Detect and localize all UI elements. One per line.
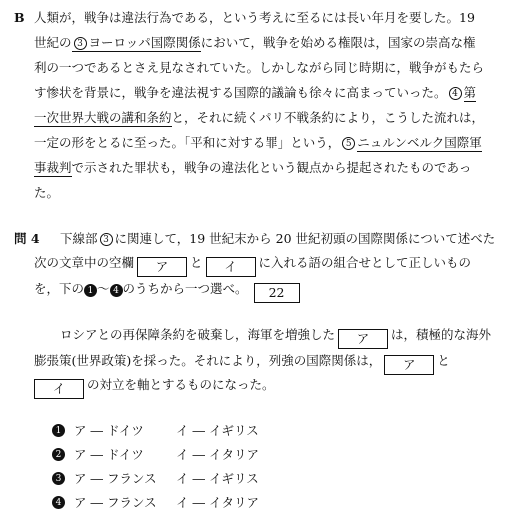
passage-line-4: す惨状を背景に，戦争を違法視する国際的議論も徐々に高まっていった。 4 第	[34, 85, 477, 100]
option-i: イ ― イギリス	[176, 423, 259, 438]
option-range-start: 1	[84, 284, 97, 297]
passage-line-1: 人類が，戦争は違法行為である，という考えに至るには長い年月を要した。19	[34, 10, 475, 25]
underline-3: 3 ヨーロッパ国際関係	[72, 35, 201, 52]
underline-5-start: ニュルンベルク国際軍	[357, 135, 482, 150]
question-line-1: 下線部 3 に関連して，19 世紀末から 20 世紀初頭の国際関係について述べた	[60, 231, 496, 246]
option-number: 4	[52, 496, 65, 509]
statement-line-1: ロシアとの再保障条約を破棄し，海軍を増強した ア は，積極的な海外	[60, 326, 491, 349]
answer-number-box: 22	[254, 283, 300, 303]
passage-line-2: 世紀の 3 ヨーロッパ国際関係において，戦争を始める権限は，国家の崇高な権	[34, 35, 476, 50]
marker-3-ref: 3	[100, 233, 113, 246]
option-i: イ ― イギリス	[176, 471, 259, 486]
question-line-3: を，下の 1 ～ 4 のうちから一つ選べ。 22	[34, 280, 303, 303]
underline-5: 事裁判	[34, 160, 72, 175]
blank-a: ア	[137, 257, 187, 277]
option-number: 3	[52, 472, 65, 485]
option-3[interactable]	[0, 469, 507, 487]
option-range-end: 4	[110, 284, 123, 297]
option-i: イ ― イタリア	[176, 495, 259, 510]
marker-4: 4	[449, 87, 462, 100]
passage-line-6: 一定の形をとるに至った。「平和に対する罪」という， 5 ニュルンベルク国際軍	[34, 135, 482, 150]
blank-i: イ	[206, 257, 256, 277]
option-1[interactable]	[0, 421, 507, 439]
statement-line-2: 膨張策(世界政策)を採った。それにより，列強の国際関係は， ア と	[34, 352, 450, 375]
blank-a-statement-2: ア	[384, 355, 434, 375]
passage-label: B	[14, 10, 25, 25]
passage-line-3: 利の一つであるとさえ見なされていた。しかしながら同じ時期に，戦争がもたら	[34, 60, 485, 75]
passage-line-8: た。	[34, 185, 60, 200]
option-number: 2	[52, 448, 65, 461]
blank-a-statement: ア	[338, 329, 388, 349]
option-a: ア ― フランス	[74, 471, 157, 486]
option-2[interactable]	[0, 445, 507, 463]
statement-line-3: イ の対立を軸とするものになった。	[34, 376, 275, 399]
question-label: 問 4	[14, 231, 40, 246]
option-4[interactable]	[0, 493, 507, 511]
option-i: イ ― イタリア	[176, 447, 259, 462]
option-a: ア ― フランス	[74, 495, 157, 510]
marker-5: 5	[342, 137, 355, 150]
question-line-2: 次の文章中の空欄 ア と イ に入れる語の組合せとして正しいもの	[34, 254, 471, 277]
underline-4-start: 第	[463, 85, 477, 100]
marker-3: 3	[74, 37, 87, 50]
underline-4: 一次世界大戦の講和条約	[34, 110, 172, 125]
blank-i-statement: イ	[34, 379, 84, 399]
option-a: ア ― ドイツ	[74, 423, 144, 438]
passage-line-5: 一次世界大戦の講和条約と，それに続くパリ不戦条約により，こうした流れは，	[34, 110, 485, 125]
option-number: 1	[52, 424, 65, 437]
passage-line-7: 事裁判で示された罪状も，戦争の違法化という観点から提起されたものであっ	[34, 160, 472, 175]
option-a: ア ― ドイツ	[74, 447, 144, 462]
